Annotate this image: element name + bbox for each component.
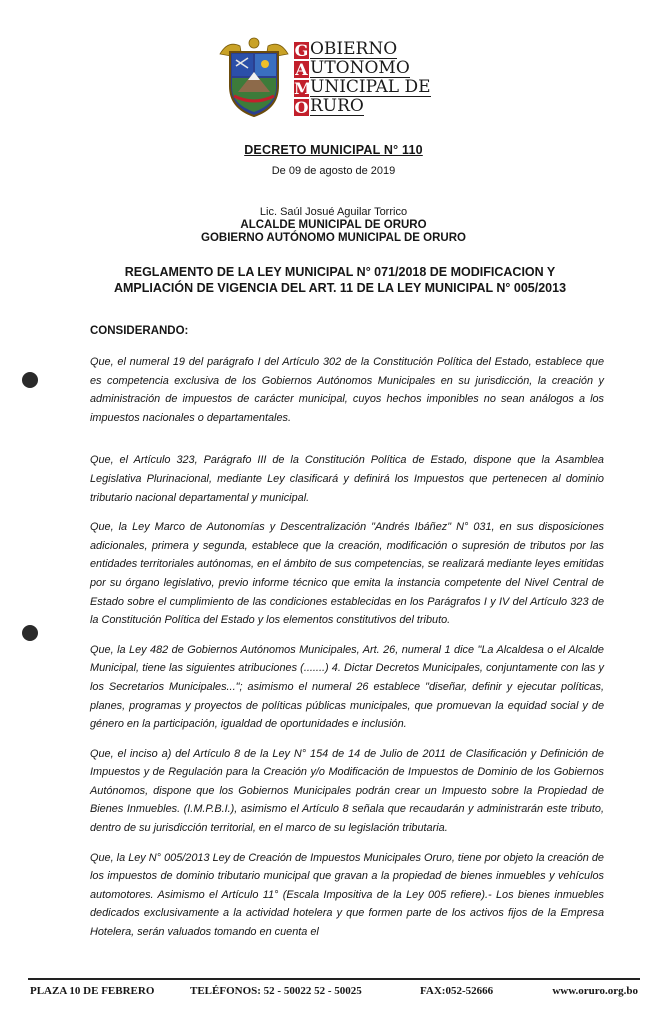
footer-website: www.oruro.org.bo [552, 985, 638, 997]
paragraph: Que, el numeral 19 del parágrafo I del Artículo 302 de la Constitución Política del Estado, establece que es competencia exclusiva de los Gobiernos Autónomos Municipales en su jurisdicción, la creación y administración de impuestos de carácter municipal, cuyos hechos imponibles no sean análogos a los impuestos nacionales o departamentales. [90, 356, 604, 424]
title-word: RURO [310, 96, 364, 116]
paragraph: Que, la Ley 482 de Gobiernos Autónomos Municipales, Art. 26, numeral 1 dice "La Alcaldesa o el Alcalde Municipal, tiene las siguientes atribuciones (.......) 4. Dictar Decretos Municipales, conjuntamente con las y los Secretarios Municipales..."; asimismo el numeral 26 establece "diseñar, definir y ejecutar políticas, planes, programas y proyectos de políticas públicas municipales, que promuevan la equidad social y de género en la participación, igualdad de oportunidades e inclusión. [90, 643, 604, 731]
title-word: UNICIPAL DE [310, 77, 431, 97]
regulation-title [90, 264, 590, 296]
section-heading: CONSIDERANDO: [90, 325, 189, 337]
title-line-3 [294, 78, 431, 97]
title-line-1 [294, 40, 431, 59]
title-line-2 [294, 59, 431, 78]
punch-hole-icon [22, 372, 38, 388]
title-word: UTONOMO [310, 58, 410, 78]
signer-role: ALCALDE MUNICIPAL DE ORURO [240, 219, 427, 231]
title-initial: M [294, 79, 312, 98]
title-initial: O [294, 98, 309, 117]
footer-divider [28, 978, 640, 980]
title-initial: G [294, 41, 309, 60]
signer-name: Lic. Saúl Josué Aguilar Torrico [259, 206, 408, 218]
decree-title: DECRETO MUNICIPAL N° 110 [244, 143, 423, 157]
regulation-title-line: REGLAMENTO DE LA LEY MUNICIPAL N° 071/2018 DE MODIFICACION Y [124, 265, 556, 279]
title-word: OBIERNO [310, 39, 398, 59]
decree-date: De 09 de agosto de 2019 [271, 165, 396, 177]
letterhead [218, 36, 458, 120]
paragraph: Que, la Ley N° 005/2013 Ley de Creación de Impuestos Municipales Oruro, tiene por objeto la creación de los impuestos de dominio tributario municipal que gravan a la propiedad de bienes inmuebles y vehículos automotores. Asimismo el Artículo 11° (Escala Impositiva de la Ley 005 refiere).- Los bienes inmuebles dedicados exclusivamente a la actividad hotelera y que formen parte de los activos fijos de la Empresa Hotelera, serán valuados tomando en cuenta el [90, 851, 604, 939]
paragraph: Que, el inciso a) del Artículo 8 de la Ley N° 154 de 14 de Julio de 2011 de Clasificación y Definición de Impuestos y de Regulación para la Creación y/o Modificación de Impuestos de Dominio de los Gobiernos Autónomos, dispone que los Gobiernos Municipales podrán crear un Impuesto sobre la Propiedad de Bienes Inmuebles. (I.M.P.B.I.), asimismo el Artículo 8 señala que recaudarán y administrarán este tributo, dentro de su jurisdicción territorial, en el marco de su legislación tributaria. [90, 747, 604, 835]
institution-title [294, 40, 431, 116]
footer [28, 985, 640, 1001]
footer-address: PLAZA 10 DE FEBRERO [30, 985, 155, 997]
footer-phones: TELÉFONOS: 52 - 50022 52 - 50025 [190, 985, 362, 997]
signer-block [0, 206, 667, 245]
paragraph: Que, la Ley Marco de Autonomías y Descentralización "Andrés Ibáñez" N° 031, en sus disposiciones adicionales, primera y segunda, establece que la creación, modificación o supresión de tributos por las entidades territoriales autónomas, en el ámbito de sus competencias, se realizará mediante leyes emitidas por su órgano legislativo, previo informe técnico que emita la instancia competente del Nivel Central de Estado sobre el cumplimiento de las condiciones establecidas en los Parágrafos I y IV del Artículo 323 de la Constitución Política del Estado y los elementos constitutivos del tributo. [90, 521, 604, 627]
signer-entity: GOBIERNO AUTÓNOMO MUNICIPAL DE ORURO [201, 232, 466, 244]
footer-fax: FAX:052-52666 [420, 985, 494, 997]
municipal-seal-icon [218, 36, 290, 118]
paragraph: Que, el Artículo 323, Parágrafo III de la Constitución Política de Estado, dispone que la Asamblea Legislativa Plurinacional, mediante Ley clasificará y definirá los Impuestos que pertenecen al dominio tributario nacional departamental y municipal. [90, 454, 604, 504]
title-initial: A [295, 60, 308, 79]
punch-hole-icon [22, 625, 38, 641]
document-body [90, 353, 604, 953]
regulation-title-line: AMPLIACIÓN DE VIGENCIA DEL ART. 11 DE LA LEY MUNICIPAL N° 005/2013 [113, 281, 567, 295]
title-line-4 [294, 97, 431, 116]
